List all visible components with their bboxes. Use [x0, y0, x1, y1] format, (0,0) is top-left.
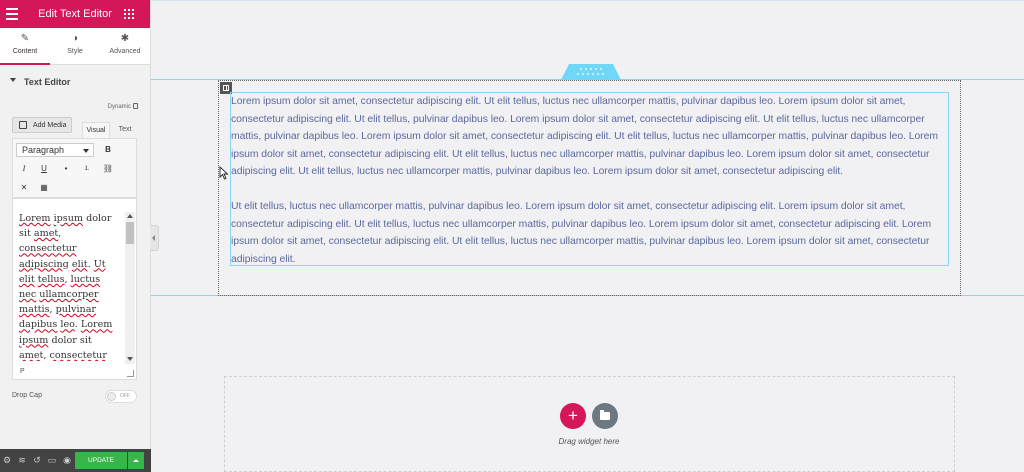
widgets-grid-icon[interactable]: [124, 9, 134, 19]
update-button[interactable]: UPDATE: [75, 452, 127, 469]
text-editor-widget[interactable]: [231, 93, 947, 285]
drag-hint: Drag widget here: [558, 437, 620, 446]
add-section-button[interactable]: [560, 403, 586, 429]
add-media-label: Add Media: [33, 122, 67, 129]
paragraph: Ut elit tellus, luctus nec ullamcorper mattis, pulvinar dapibus leo. Lorem ipsum dolor sit amet, consectetur adipiscing elit. Lorem ipsum dolor sit amet, consectetur adipiscing elit. Ut elit tellus, luctus nec ullamcorper mattis, pulvinar dapibus leo. Lorem ipsum dolor sit amet, consectetur adipiscing elit. Lorem ipsum dolor sit amet, consectetur adipiscing elit. Ut elit tellus, luctus nec ullamcorper mattis, pulvinar dapibus leo. Lorem ipsum dolor sit amet, consectetur adipiscing elit.: [231, 200, 932, 265]
section-handle[interactable]: [561, 64, 621, 80]
switch-state: OFF: [120, 393, 130, 399]
tab-visual[interactable]: Visual: [82, 122, 110, 138]
add-template-button[interactable]: [592, 403, 618, 429]
tab-label: Content: [12, 48, 38, 55]
scroll-thumb[interactable]: [126, 222, 134, 244]
gear-icon: ✱: [120, 33, 130, 44]
element-path: P: [20, 368, 25, 375]
numbered-list-button[interactable]: 1.: [84, 166, 90, 172]
resize-handle-icon[interactable]: [127, 370, 134, 377]
bullet-list-button[interactable]: •: [64, 164, 68, 173]
panel-tabs: [0, 28, 150, 65]
preview-eye-icon[interactable]: ◉: [63, 455, 71, 465]
tab-style[interactable]: [50, 28, 100, 64]
section-title: Text Editor: [24, 77, 71, 87]
scroll-up-icon[interactable]: [127, 214, 133, 218]
add-media-button[interactable]: [12, 117, 72, 133]
italic-button[interactable]: I: [22, 164, 26, 173]
preview-canvas: [151, 0, 1024, 472]
paragraph: Lorem ipsum dolor sit amet, consectetur adipiscing elit. Ut elit tellus, luctus nec ullamcorper mattis, pulvinar dapibus leo. Lorem ipsum dolor sit amet, consectetur adipiscing elit. Ut elit tellus, pulvinar dapibus leo. Lorem ipsum dolor sit amet, consectetur adipiscing elit. Ut elit tellus, luctus nec ullamcorper mattis, pulvinar dapibus leo. Lorem ipsum dolor sit amet, consectetur adipiscing elit. Ut elit tellus, luctus nec ullamcorper mattis, pulvinar dapibus leo. Lorem ipsum dolor sit amet, consectetur adipiscing elit. Ut elit tellus, luctus nec ullamcorper mattis, pulvinar dapibus leo. Lorem ipsum dolor sit amet, consectetur adipiscing elit. Ut elit tellus, luctus nec ullamcorper mattis, pulvinar dapibus leo. Lorem ipsum dolor sit amet, consectetur adipiscing elit.: [231, 96, 938, 178]
section-toggle[interactable]: [0, 70, 150, 94]
tab-label: Advanced: [109, 48, 141, 55]
format-select[interactable]: [16, 143, 94, 157]
save-options-button[interactable]: [128, 452, 144, 469]
plus-icon: +: [568, 406, 578, 425]
mouse-cursor-icon: [219, 166, 229, 180]
link-icon: ⛓: [102, 164, 114, 173]
link-button[interactable]: [101, 162, 115, 176]
panel-header: [0, 0, 150, 28]
bold-button[interactable]: B: [105, 145, 111, 154]
half-circle-icon: ◑: [71, 33, 79, 44]
folder-icon: [600, 412, 610, 420]
widget-drop-zone[interactable]: [224, 376, 955, 472]
chevron-down-icon: [83, 149, 89, 153]
format-select-value: Paragraph: [22, 145, 65, 155]
visual-editor[interactable]: [12, 198, 137, 380]
settings-icon[interactable]: ⚙: [2, 455, 12, 465]
media-icon: [19, 121, 27, 129]
scroll-down-icon[interactable]: [127, 357, 133, 361]
panel-title: Edit Text Editor: [38, 8, 112, 20]
editor-text[interactable]: Lorem ipsum dolor sit amet, consectetur adipiscing elit. Ut elit tellus, luctus nec ullamcorper mattis, pulvinar dapibus leo. Lorem ipsum dolor sit amet, consectetur: [19, 213, 113, 361]
underline-button[interactable]: U: [41, 164, 47, 173]
caret-up-icon: [133, 459, 139, 462]
divider: [151, 0, 1024, 1]
dynamic-tags-toggle[interactable]: [108, 103, 138, 110]
switch-knob: [107, 392, 116, 401]
expand-icon: ✕: [20, 183, 28, 192]
tab-text[interactable]: Text: [118, 126, 132, 133]
pencil-icon: ✎: [20, 33, 30, 44]
fullscreen-button[interactable]: [17, 181, 31, 195]
tab-content[interactable]: [0, 28, 50, 64]
drop-cap-label: Drop Cap: [12, 392, 42, 399]
drop-cap-switch[interactable]: [105, 390, 137, 403]
layers-icon[interactable]: ≋: [18, 455, 26, 465]
database-icon: [133, 103, 138, 109]
caret-down-icon: [10, 78, 16, 82]
editor-toolbar: [12, 138, 137, 198]
dynamic-label: Dynamic: [107, 104, 131, 110]
tab-advanced[interactable]: [100, 28, 150, 64]
editor-panel: [0, 0, 151, 472]
keyboard-icon: ▦: [40, 183, 48, 192]
responsive-icon[interactable]: ▭: [47, 455, 57, 465]
tab-label: Style: [67, 48, 83, 55]
toolbar-toggle-button[interactable]: [37, 181, 51, 195]
history-icon[interactable]: ↺: [33, 455, 41, 465]
editor-scrollbar[interactable]: [125, 212, 135, 364]
